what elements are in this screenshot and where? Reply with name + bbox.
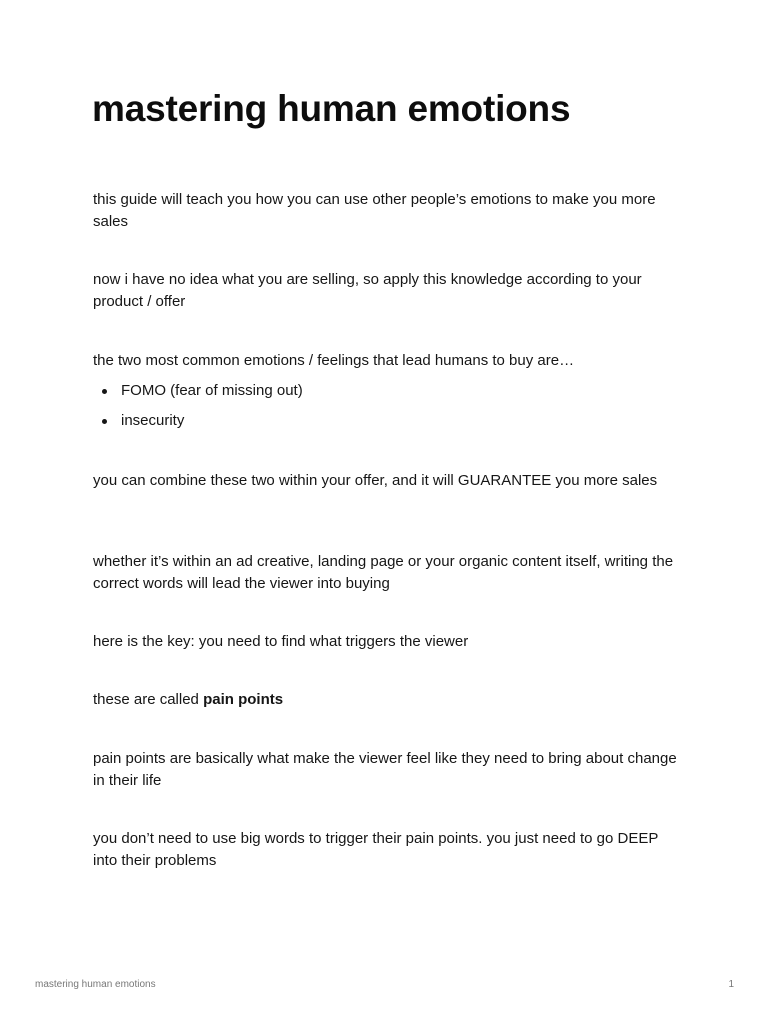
emotions-list <box>93 380 303 440</box>
pain-points-prefix: these are called <box>93 691 204 708</box>
bullet-icon <box>102 419 107 424</box>
paragraph-product: now i have no idea what you are selling, so apply this knowledge according to your product / offer <box>93 271 642 310</box>
paragraph-pain-points <box>93 689 678 711</box>
list-item <box>93 380 303 402</box>
paragraph-combine: you can combine these two within your offer, and it will GUARANTEE you more sales <box>93 472 658 489</box>
footer-title: mastering human emotions <box>35 979 156 990</box>
page-number: 1 <box>728 979 734 990</box>
paragraph-emotions: the two most common emotions / feelings that lead humans to buy are… <box>93 352 575 369</box>
list-item-label: FOMO (fear of missing out) <box>121 382 303 399</box>
list-item <box>93 410 303 432</box>
paragraph-creative: whether it’s within an ad creative, landing page or your organic content itself, writing the correct words will lead the viewer into buying <box>93 553 674 592</box>
paragraph-pain-definition: pain points are basically what make the viewer feel like they need to bring about change in their life <box>93 750 677 789</box>
paragraph-intro: this guide will teach you how you can use other people’s emotions to make you more sales <box>93 191 656 230</box>
pain-points-term: pain points <box>203 691 284 708</box>
list-item-label: insecurity <box>121 412 185 429</box>
paragraph-key: here is the key: you need to find what triggers the viewer <box>93 633 469 650</box>
bullet-icon <box>102 389 107 394</box>
page-title: mastering human emotions <box>92 88 571 129</box>
paragraph-go-deep: you don’t need to use big words to trigger their pain points. you just need to go DEEP into their problems <box>93 830 659 869</box>
